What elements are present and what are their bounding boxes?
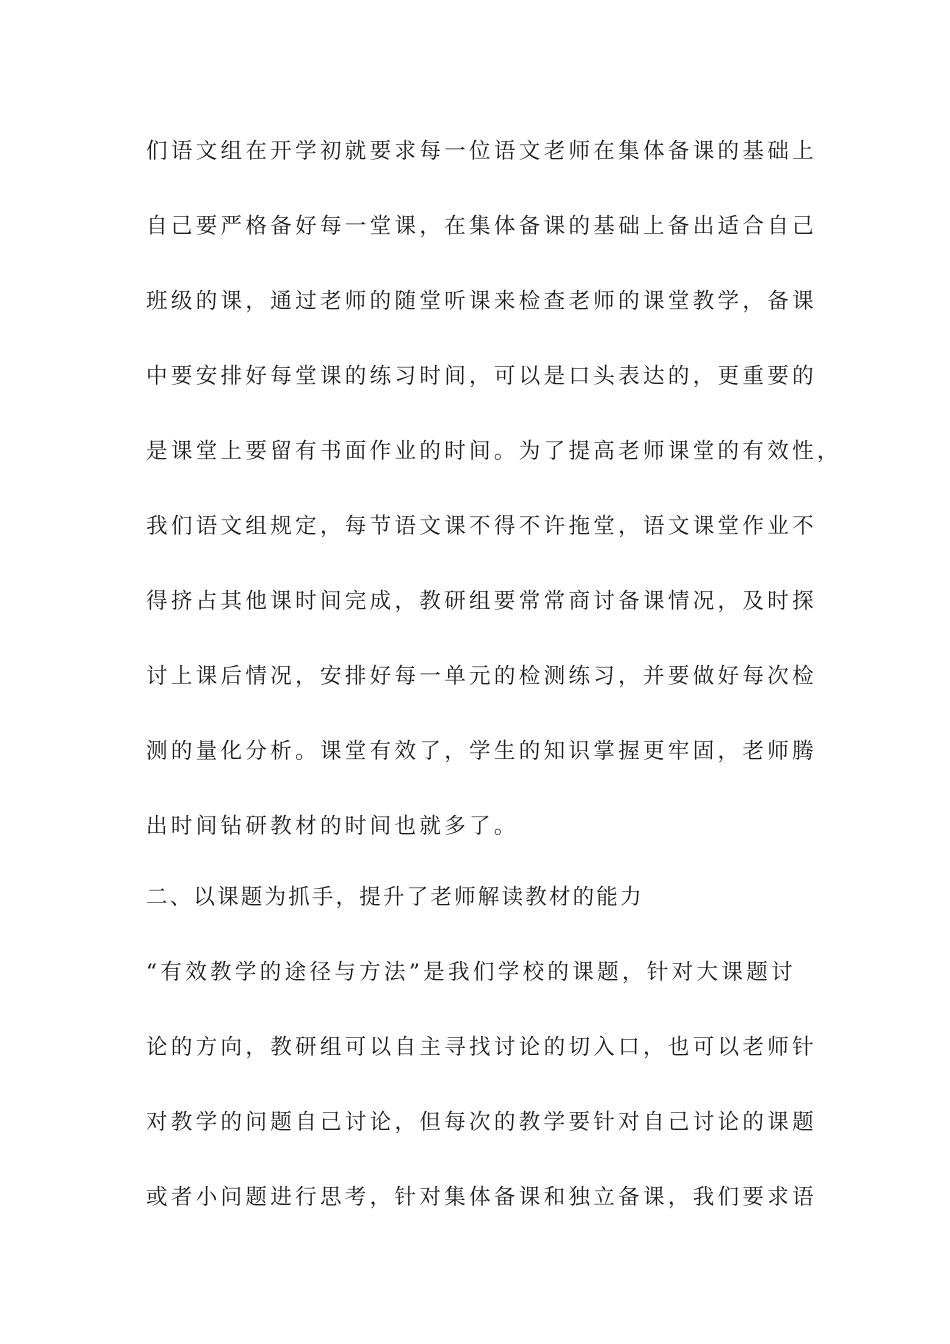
paragraph-1-line-10: 出时间钻研教材的时间也就多了。: [146, 814, 519, 839]
paragraph-2-line-4: 或者小问题进行思考，针对集体备课和独立备课，我们要求语: [146, 1185, 817, 1210]
paragraph-1-line-2: 自己要严格备好每一堂课，在集体备课的基础上备出适合自己: [146, 214, 817, 239]
paragraph-1-line-9: 测的量化分析。课堂有效了，学生的知识掌握更牢固，老师腾: [146, 739, 817, 764]
paragraph-1-line-5: 是课堂上要留有书面作业的时间。为了提高老师课堂的有效性，: [146, 439, 842, 464]
paragraph-2-line-3: 对教学的问题自己讨论，但每次的教学要针对自己讨论的课题: [146, 1110, 817, 1135]
paragraph-2-line-1: “有效教学的途径与方法”是我们学校的课题，针对大课题讨: [146, 960, 796, 985]
paragraph-1-line-8: 讨上课后情况，安排好每一单元的检测练习，并要做好每次检: [146, 664, 817, 689]
paragraph-1-line-7: 得挤占其他课时间完成，教研组要常常商讨备课情况，及时探: [146, 589, 817, 614]
section-heading: 二、以课题为抓手，提升了老师解读教材的能力: [146, 885, 644, 910]
paragraph-1-line-6: 我们语文组规定，每节语文课不得不许拖堂，语文课堂作业不: [146, 514, 817, 539]
paragraph-2-line-2: 论的方向，教研组可以自主寻找讨论的切入口，也可以老师针: [146, 1035, 817, 1060]
paragraph-1-line-1: 们语文组在开学初就要求每一位语文老师在集体备课的基础上: [146, 139, 817, 164]
paragraph-1-line-3: 班级的课，通过老师的随堂听课来检查老师的课堂教学，备课: [146, 289, 817, 314]
paragraph-1-line-4: 中要安排好每堂课的练习时间，可以是口头表达的，更重要的: [146, 364, 817, 389]
